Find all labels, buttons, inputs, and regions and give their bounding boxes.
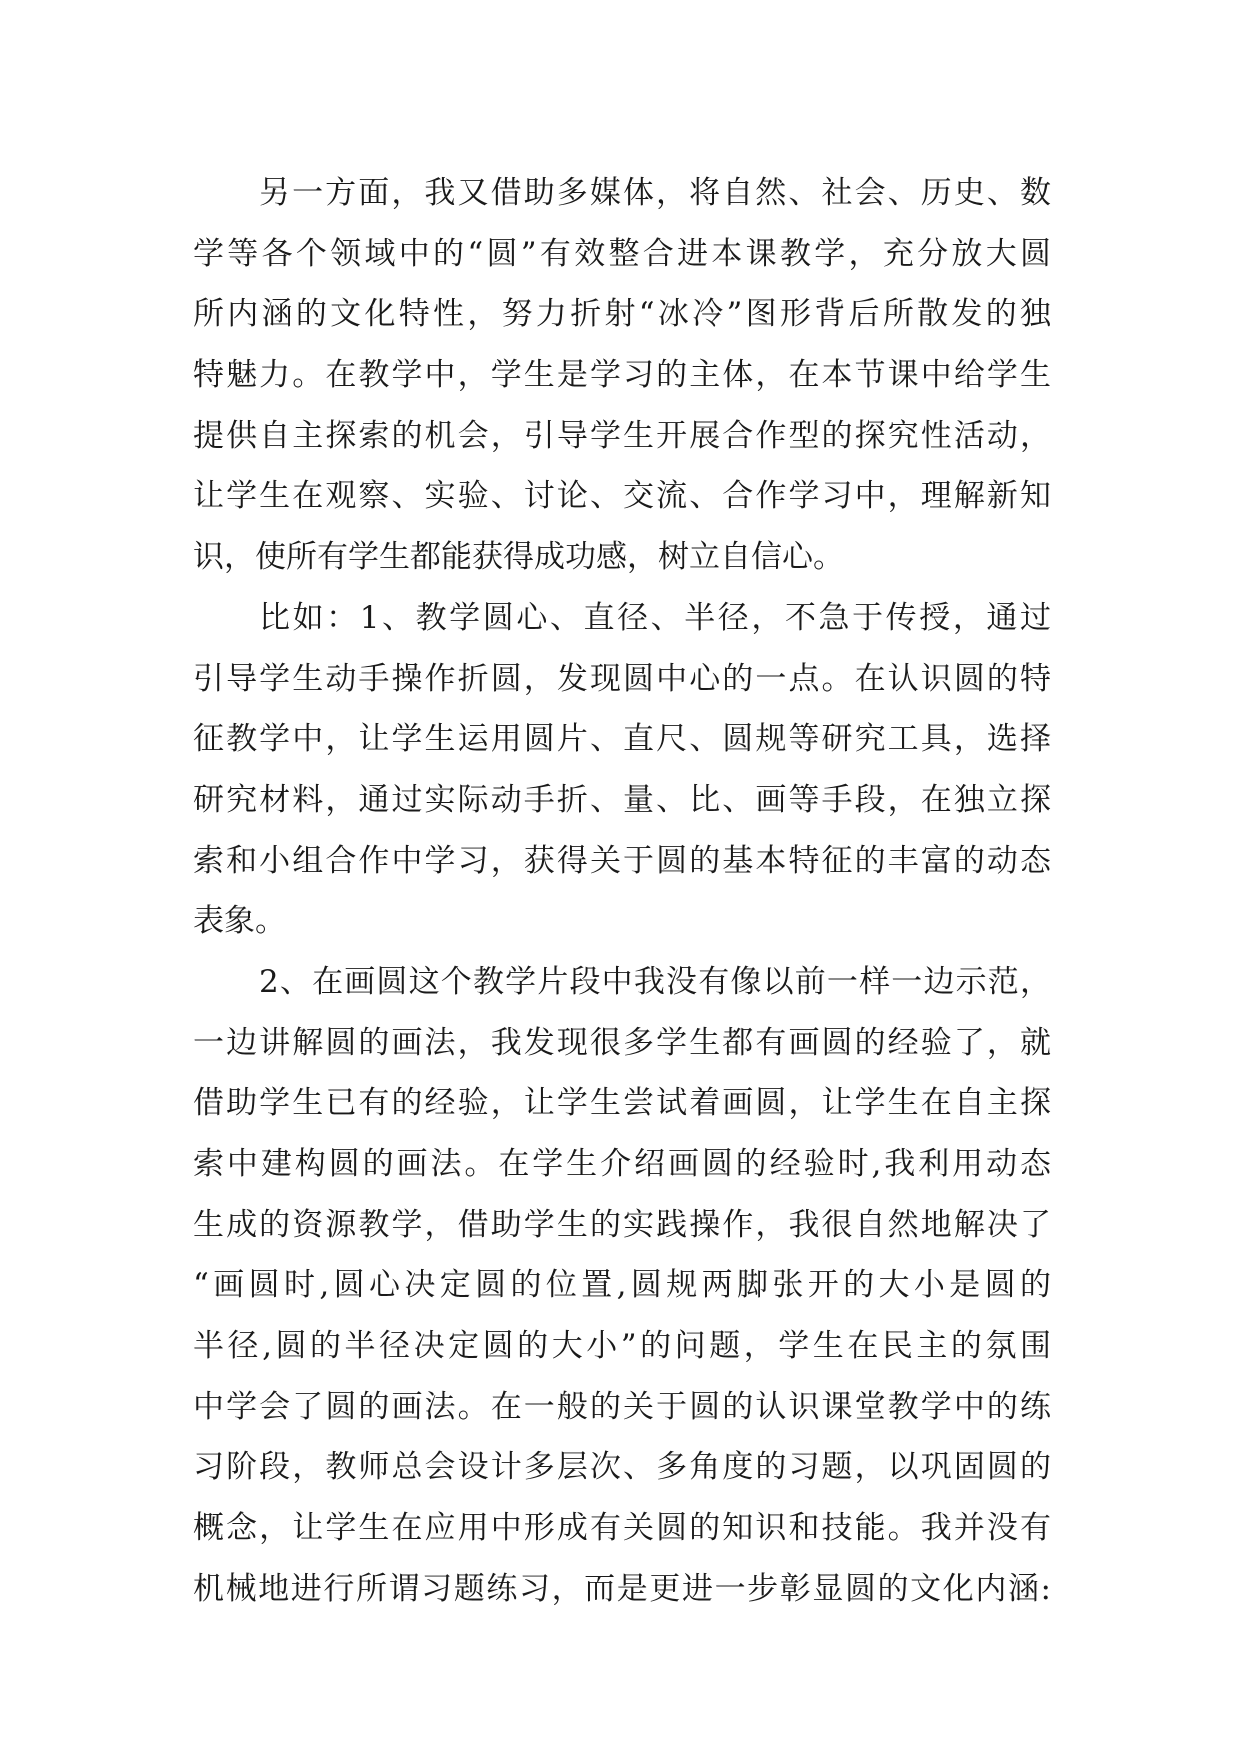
text-line: 另一方面，我又借助多媒体，将自然、社会、历史、数 — [259, 175, 1051, 211]
text-line: 索和小组合作中学习，获得关于圆的基本特征的丰富的动态 — [193, 842, 1051, 879]
text-line: 表象。 — [193, 903, 286, 940]
text-line: 一边讲解圆的画法，我发现很多学生都有画圆的经验了，就 — [193, 1024, 1051, 1061]
text-line: 半径,圆的半径决定圆的大小”的问题，学生在民主的氛围 — [193, 1328, 1051, 1365]
text-line: 让学生在观察、实验、讨论、交流、合作学习中，理解新知 — [193, 478, 1051, 515]
text-line: 学等各个领域中的“圆”有效整合进本课教学，充分放大圆 — [193, 235, 1051, 272]
text-line: 索中建构圆的画法。在学生介绍画圆的经验时,我利用动态 — [193, 1146, 1051, 1182]
paragraph-2 — [193, 588, 1051, 952]
text-line: 识，使所有学生都能获得成功感，树立自信心。 — [193, 539, 844, 576]
text-line: 征教学中，让学生运用圆片、直尺、圆规等研究工具，选择 — [193, 721, 1051, 758]
text-line: 特魅力。在教学中，学生是学习的主体，在本节课中给学生 — [193, 357, 1051, 394]
text-line: 借助学生已有的经验，让学生尝试着画圆，让学生在自主探 — [193, 1085, 1051, 1122]
text-line: 引导学生动手操作折圆，发现圆中心的一点。在认识圆的特 — [193, 660, 1051, 697]
text-line: 概念，让学生在应用中形成有关圆的知识和技能。我并没有 — [193, 1510, 1051, 1547]
text-line: “画圆时,圆心决定圆的位置,圆规两脚张开的大小是圆的 — [193, 1267, 1051, 1304]
text-line: 2、在画圆这个教学片段中我没有像以前一样一边示范， — [259, 963, 1051, 1000]
text-line: 提供自主探索的机会，引导学生开展合作型的探究性活动， — [193, 417, 1051, 454]
text-line: 中学会了圆的画法。在一般的关于圆的认识课堂教学中的练 — [193, 1388, 1051, 1425]
text-line: 比如：1、教学圆心、直径、半径，不急于传授，通过 — [259, 599, 1051, 636]
text-line: 研究材料，通过实际动手折、量、比、画等手段，在独立探 — [193, 781, 1051, 818]
text-line: 所内涵的文化特性，努力折射“冰冷”图形背后所散发的独 — [193, 296, 1051, 333]
document-body — [193, 163, 1051, 1620]
paragraph-1 — [193, 163, 1051, 588]
text-line: 机械地进行所谓习题练习，而是更进一步彰显圆的文化内涵: — [193, 1570, 1051, 1607]
text-line: 习阶段，教师总会设计多层次、多角度的习题，以巩固圆的 — [193, 1449, 1051, 1486]
text-line: 生成的资源教学，借助学生的实践操作，我很自然地解决了 — [193, 1206, 1051, 1243]
paragraph-3 — [193, 952, 1051, 1620]
